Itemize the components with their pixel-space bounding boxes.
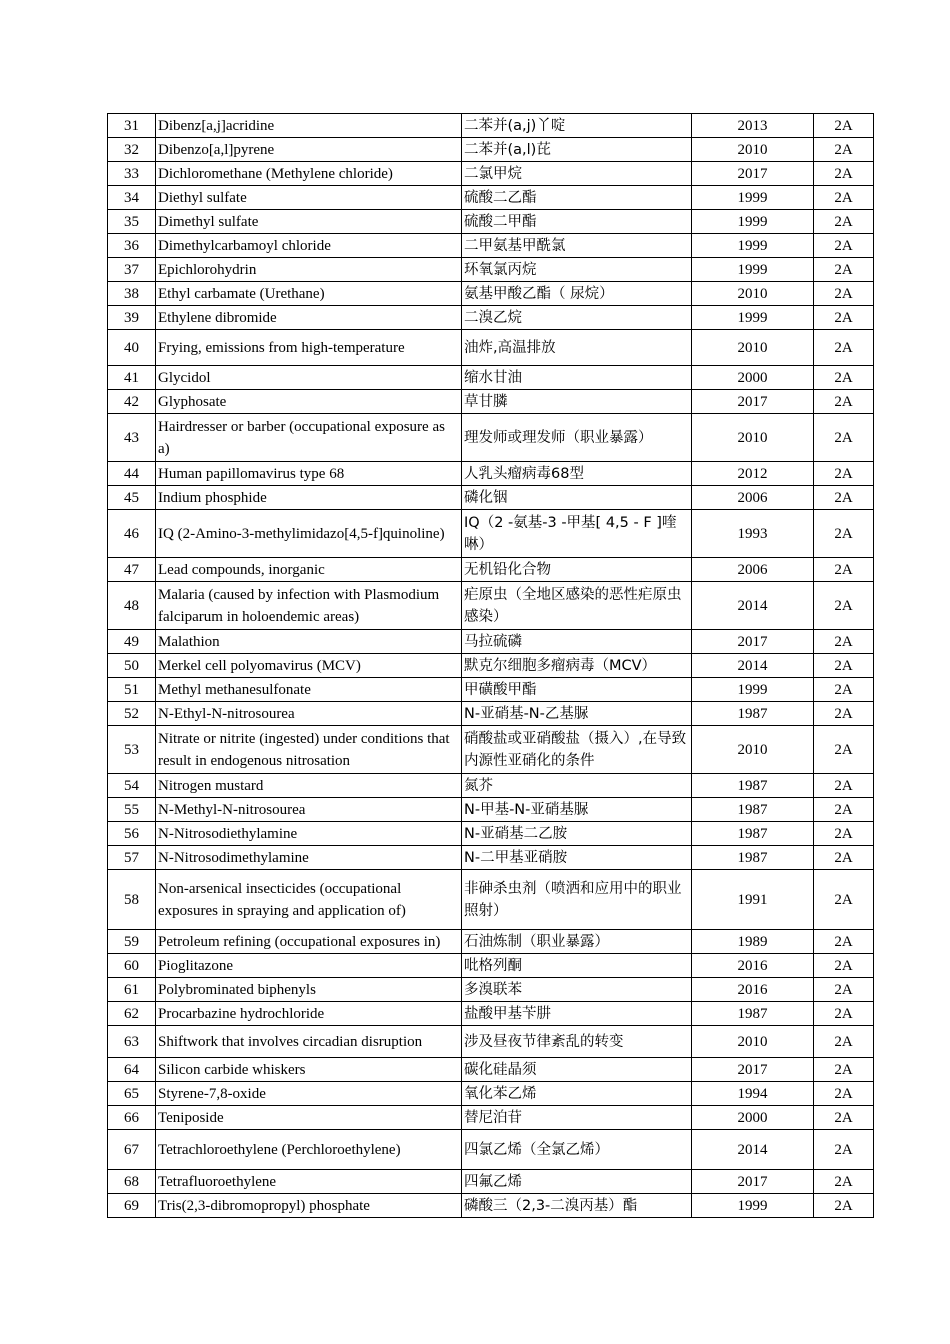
agent-name-en: Teniposide	[156, 1106, 462, 1130]
row-number: 39	[108, 306, 156, 330]
row-number: 61	[108, 978, 156, 1002]
evaluation-year: 1987	[692, 1002, 814, 1026]
table-row	[108, 306, 874, 330]
table-body	[108, 114, 874, 1218]
row-number: 56	[108, 822, 156, 846]
agent-name-en: Procarbazine hydrochloride	[156, 1002, 462, 1026]
agent-name-en: Tetrafluoroethylene	[156, 1170, 462, 1194]
agent-name-en: Tetrachloroethylene (Perchloroethylene)	[156, 1130, 462, 1170]
table-row	[108, 1082, 874, 1106]
table-row	[108, 822, 874, 846]
table-row	[108, 390, 874, 414]
evaluation-year: 2010	[692, 726, 814, 774]
agent-name-en: Pioglitazone	[156, 954, 462, 978]
row-number: 45	[108, 486, 156, 510]
iarc-group: 2A	[814, 462, 874, 486]
evaluation-year: 2012	[692, 462, 814, 486]
iarc-group: 2A	[814, 114, 874, 138]
table-row	[108, 978, 874, 1002]
table-row	[108, 870, 874, 930]
agent-name-zh: 理发师或理发师（职业暴露）	[462, 414, 692, 462]
evaluation-year: 2017	[692, 1170, 814, 1194]
iarc-group: 2A	[814, 678, 874, 702]
evaluation-year: 2017	[692, 390, 814, 414]
agent-name-en: Nitrate or nitrite (ingested) under conditions that result in endogenous nitrosation	[156, 726, 462, 774]
iarc-group: 2A	[814, 234, 874, 258]
evaluation-year: 1999	[692, 1194, 814, 1218]
iarc-group: 2A	[814, 486, 874, 510]
agent-name-zh: 硝酸盐或亚硝酸盐（摄入）,在导致内源性亚硝化的条件	[462, 726, 692, 774]
iarc-group: 2A	[814, 258, 874, 282]
evaluation-year: 2017	[692, 1058, 814, 1082]
row-number: 54	[108, 774, 156, 798]
row-number: 41	[108, 366, 156, 390]
agent-name-zh: 石油炼制（职业暴露）	[462, 930, 692, 954]
agent-name-zh: 氮芥	[462, 774, 692, 798]
table-row	[108, 798, 874, 822]
table-row	[108, 1130, 874, 1170]
iarc-group: 2A	[814, 1082, 874, 1106]
iarc-group: 2A	[814, 774, 874, 798]
agent-name-zh: 涉及昼夜节律紊乱的转变	[462, 1026, 692, 1058]
evaluation-year: 2010	[692, 414, 814, 462]
agent-name-zh: N-甲基-N-亚硝基脲	[462, 798, 692, 822]
agent-name-en: Ethyl carbamate (Urethane)	[156, 282, 462, 306]
row-number: 33	[108, 162, 156, 186]
agent-name-zh: 无机铅化合物	[462, 558, 692, 582]
agent-name-en: Glycidol	[156, 366, 462, 390]
iarc-group: 2A	[814, 414, 874, 462]
agent-name-zh: 缩水甘油	[462, 366, 692, 390]
table-row	[108, 1170, 874, 1194]
table-row	[108, 582, 874, 630]
table-row	[108, 654, 874, 678]
table-row	[108, 954, 874, 978]
row-number: 63	[108, 1026, 156, 1058]
agent-name-zh: 油炸,高温排放	[462, 330, 692, 366]
iarc-group: 2A	[814, 630, 874, 654]
agent-name-en: N-Methyl-N-nitrosourea	[156, 798, 462, 822]
evaluation-year: 1999	[692, 234, 814, 258]
iarc-group: 2A	[814, 330, 874, 366]
evaluation-year: 2010	[692, 138, 814, 162]
evaluation-year: 2010	[692, 1026, 814, 1058]
table-row	[108, 1058, 874, 1082]
evaluation-year: 2014	[692, 582, 814, 630]
agent-name-en: Dichloromethane (Methylene chloride)	[156, 162, 462, 186]
row-number: 43	[108, 414, 156, 462]
row-number: 52	[108, 702, 156, 726]
row-number: 51	[108, 678, 156, 702]
iarc-group: 2A	[814, 846, 874, 870]
row-number: 47	[108, 558, 156, 582]
agent-name-en: Epichlorohydrin	[156, 258, 462, 282]
agent-name-zh: 二苯并(a,j)丫啶	[462, 114, 692, 138]
agent-name-zh: 二溴乙烷	[462, 306, 692, 330]
table-row	[108, 510, 874, 558]
agent-name-en: Polybrominated biphenyls	[156, 978, 462, 1002]
row-number: 36	[108, 234, 156, 258]
evaluation-year: 1987	[692, 846, 814, 870]
row-number: 44	[108, 462, 156, 486]
evaluation-year: 1993	[692, 510, 814, 558]
iarc-group: 2A	[814, 1194, 874, 1218]
table-row	[108, 630, 874, 654]
agent-name-zh: N-二甲基亚硝胺	[462, 846, 692, 870]
row-number: 49	[108, 630, 156, 654]
agent-name-zh: 甲磺酸甲酯	[462, 678, 692, 702]
iarc-group: 2A	[814, 978, 874, 1002]
agent-name-en: Lead compounds, inorganic	[156, 558, 462, 582]
agent-name-zh: 多溴联苯	[462, 978, 692, 1002]
agent-name-zh: 氧化苯乙烯	[462, 1082, 692, 1106]
evaluation-year: 2006	[692, 486, 814, 510]
agent-name-zh: 环氧氯丙烷	[462, 258, 692, 282]
agent-name-en: Styrene-7,8-oxide	[156, 1082, 462, 1106]
agent-name-en: Tris(2,3-dibromopropyl) phosphate	[156, 1194, 462, 1218]
agent-name-en: Silicon carbide whiskers	[156, 1058, 462, 1082]
row-number: 48	[108, 582, 156, 630]
agent-name-zh: 疟原虫（全地区感染的恶性疟原虫感染）	[462, 582, 692, 630]
agent-name-en: Merkel cell polyomavirus (MCV)	[156, 654, 462, 678]
evaluation-year: 1987	[692, 774, 814, 798]
agent-name-en: Ethylene dibromide	[156, 306, 462, 330]
agent-name-en: Petroleum refining (occupational exposures in)	[156, 930, 462, 954]
iarc-group: 2A	[814, 798, 874, 822]
table-row	[108, 558, 874, 582]
evaluation-year: 2016	[692, 954, 814, 978]
evaluation-year: 1987	[692, 798, 814, 822]
row-number: 53	[108, 726, 156, 774]
row-number: 68	[108, 1170, 156, 1194]
agent-name-zh: 吡格列酮	[462, 954, 692, 978]
agent-name-zh: 磷化铟	[462, 486, 692, 510]
iarc-group: 2A	[814, 702, 874, 726]
evaluation-year: 1987	[692, 702, 814, 726]
row-number: 59	[108, 930, 156, 954]
row-number: 69	[108, 1194, 156, 1218]
iarc-group: 2A	[814, 282, 874, 306]
iarc-group: 2A	[814, 138, 874, 162]
agent-name-zh: 碳化硅晶须	[462, 1058, 692, 1082]
table-row	[108, 774, 874, 798]
agent-name-zh: 四氟乙烯	[462, 1170, 692, 1194]
agent-name-zh: 非砷杀虫剂（喷洒和应用中的职业照射）	[462, 870, 692, 930]
evaluation-year: 2000	[692, 366, 814, 390]
evaluation-year: 2000	[692, 1106, 814, 1130]
agent-name-en: IQ (2-Amino-3-methylimidazo[4,5-f]quinoline)	[156, 510, 462, 558]
row-number: 35	[108, 210, 156, 234]
iarc-group: 2A	[814, 306, 874, 330]
row-number: 32	[108, 138, 156, 162]
evaluation-year: 1989	[692, 930, 814, 954]
row-number: 65	[108, 1082, 156, 1106]
iarc-group: 2A	[814, 1130, 874, 1170]
row-number: 37	[108, 258, 156, 282]
evaluation-year: 1999	[692, 678, 814, 702]
row-number: 55	[108, 798, 156, 822]
iarc-group: 2A	[814, 654, 874, 678]
row-number: 62	[108, 1002, 156, 1026]
table-row	[108, 210, 874, 234]
iarc-group: 2A	[814, 822, 874, 846]
iarc-group: 2A	[814, 210, 874, 234]
agent-name-zh: 草甘膦	[462, 390, 692, 414]
table-row	[108, 258, 874, 282]
row-number: 46	[108, 510, 156, 558]
row-number: 64	[108, 1058, 156, 1082]
table-row	[108, 486, 874, 510]
iarc-group: 2A	[814, 390, 874, 414]
agent-name-zh: 磷酸三（2,3-二溴丙基）酯	[462, 1194, 692, 1218]
iarc-group: 2A	[814, 1026, 874, 1058]
agent-name-en: Dimethyl sulfate	[156, 210, 462, 234]
evaluation-year: 2014	[692, 654, 814, 678]
evaluation-year: 1999	[692, 306, 814, 330]
agent-name-en: N-Ethyl-N-nitrosourea	[156, 702, 462, 726]
row-number: 60	[108, 954, 156, 978]
evaluation-year: 2006	[692, 558, 814, 582]
table-row	[108, 366, 874, 390]
row-number: 66	[108, 1106, 156, 1130]
row-number: 50	[108, 654, 156, 678]
iarc-group: 2A	[814, 510, 874, 558]
iarc-group: 2A	[814, 162, 874, 186]
evaluation-year: 2017	[692, 630, 814, 654]
iarc-group: 2A	[814, 186, 874, 210]
iarc-group: 2A	[814, 1170, 874, 1194]
table-row	[108, 330, 874, 366]
row-number: 38	[108, 282, 156, 306]
iarc-group: 2A	[814, 726, 874, 774]
agent-name-en: Dibenz[a,j]acridine	[156, 114, 462, 138]
agent-name-en: N-Nitrosodiethylamine	[156, 822, 462, 846]
iarc-group: 2A	[814, 1058, 874, 1082]
agent-name-zh: 二苯并(a,l)芘	[462, 138, 692, 162]
iarc-group: 2A	[814, 954, 874, 978]
agent-name-en: Dimethylcarbamoyl chloride	[156, 234, 462, 258]
table-row	[108, 186, 874, 210]
table-row	[108, 1194, 874, 1218]
table-row	[108, 702, 874, 726]
evaluation-year: 2017	[692, 162, 814, 186]
iarc-group: 2A	[814, 582, 874, 630]
evaluation-year: 2014	[692, 1130, 814, 1170]
agent-name-en: Shiftwork that involves circadian disruption	[156, 1026, 462, 1058]
table-row	[108, 1106, 874, 1130]
evaluation-year: 2010	[692, 330, 814, 366]
agent-name-en: Diethyl sulfate	[156, 186, 462, 210]
row-number: 34	[108, 186, 156, 210]
agent-name-zh: N-亚硝基二乙胺	[462, 822, 692, 846]
carcinogen-table	[107, 113, 874, 1218]
table-row	[108, 414, 874, 462]
agent-name-en: Human papillomavirus type 68	[156, 462, 462, 486]
agent-name-zh: 二氯甲烷	[462, 162, 692, 186]
agent-name-en: Malaria (caused by infection with Plasmodium falciparum in holoendemic areas)	[156, 582, 462, 630]
row-number: 67	[108, 1130, 156, 1170]
table-row	[108, 930, 874, 954]
agent-name-zh: 默克尔细胞多瘤病毒（MCV）	[462, 654, 692, 678]
agent-name-en: Hairdresser or barber (occupational exposure as a)	[156, 414, 462, 462]
row-number: 40	[108, 330, 156, 366]
table-row	[108, 846, 874, 870]
row-number: 58	[108, 870, 156, 930]
evaluation-year: 1987	[692, 822, 814, 846]
evaluation-year: 2013	[692, 114, 814, 138]
table-row	[108, 162, 874, 186]
agent-name-zh: 马拉硫磷	[462, 630, 692, 654]
evaluation-year: 1994	[692, 1082, 814, 1106]
agent-name-en: Frying, emissions from high-temperature	[156, 330, 462, 366]
row-number: 57	[108, 846, 156, 870]
row-number: 42	[108, 390, 156, 414]
evaluation-year: 1991	[692, 870, 814, 930]
agent-name-en: Dibenzo[a,l]pyrene	[156, 138, 462, 162]
evaluation-year: 1999	[692, 210, 814, 234]
agent-name-en: Nitrogen mustard	[156, 774, 462, 798]
iarc-group: 2A	[814, 558, 874, 582]
agent-name-en: Methyl methanesulfonate	[156, 678, 462, 702]
iarc-group: 2A	[814, 1106, 874, 1130]
agent-name-zh: N-亚硝基-N-乙基脲	[462, 702, 692, 726]
evaluation-year: 2016	[692, 978, 814, 1002]
table-row	[108, 726, 874, 774]
agent-name-zh: 替尼泊苷	[462, 1106, 692, 1130]
agent-name-en: Non-arsenical insecticides (occupational exposures in spraying and application of)	[156, 870, 462, 930]
agent-name-en: Indium phosphide	[156, 486, 462, 510]
agent-name-en: N-Nitrosodimethylamine	[156, 846, 462, 870]
table-row	[108, 282, 874, 306]
table-row	[108, 462, 874, 486]
evaluation-year: 1999	[692, 186, 814, 210]
table-row	[108, 678, 874, 702]
table-row	[108, 138, 874, 162]
agent-name-zh: 盐酸甲基苄肼	[462, 1002, 692, 1026]
evaluation-year: 1999	[692, 258, 814, 282]
agent-name-en: Malathion	[156, 630, 462, 654]
agent-name-zh: 人乳头瘤病毒68型	[462, 462, 692, 486]
agent-name-zh: 氨基甲酸乙酯（ 尿烷）	[462, 282, 692, 306]
iarc-group: 2A	[814, 1002, 874, 1026]
agent-name-zh: 硫酸二甲酯	[462, 210, 692, 234]
agent-name-zh: 四氯乙烯（全氯乙烯）	[462, 1130, 692, 1170]
iarc-group: 2A	[814, 870, 874, 930]
iarc-group: 2A	[814, 930, 874, 954]
agent-name-zh: 硫酸二乙酯	[462, 186, 692, 210]
table-row	[108, 1002, 874, 1026]
agent-name-en: Glyphosate	[156, 390, 462, 414]
iarc-group: 2A	[814, 366, 874, 390]
table-row	[108, 234, 874, 258]
agent-name-zh: IQ（2 -氨基-3 -甲基[ 4,5 - F ]喹啉）	[462, 510, 692, 558]
row-number: 31	[108, 114, 156, 138]
evaluation-year: 2010	[692, 282, 814, 306]
table-row	[108, 114, 874, 138]
table-row	[108, 1026, 874, 1058]
agent-name-zh: 二甲氨基甲酰氯	[462, 234, 692, 258]
